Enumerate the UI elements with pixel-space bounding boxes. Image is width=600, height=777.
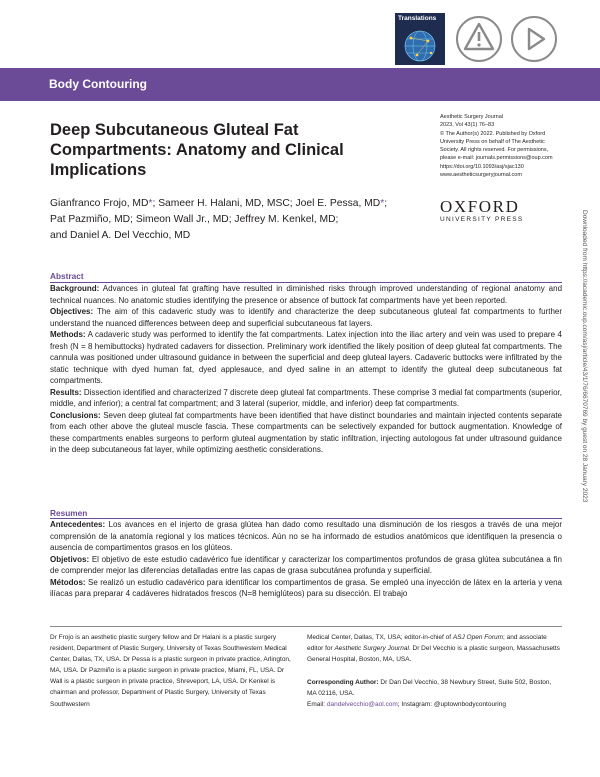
author-name: Gianfranco Frojo, MD	[50, 198, 149, 209]
publisher-logo	[440, 198, 560, 223]
author-name: and Daniel A. Del Vecchio, MD	[50, 230, 191, 241]
video-badge[interactable]	[510, 13, 558, 65]
abstract-objectives: Objectives: The aim of this cadaveric study was to identify and characterize the deep subcutaneous gluteal fat compartments to further understand the nuanced differences between deep and superficial subcutaneous fat layers.	[50, 307, 563, 328]
abstract-methods: Methods: A cadaveric study was performed to identify the fat compartments. Latex injection into the iliac artery and vein was used to prepare 4 fresh (N = 8 hemibuttocks) hydrated cadavers for dissection. Preliminary work identified the likely position of deep gluteal fat compartments. The cannula was positioned under ultrasound guidance in between the superficial and deep gluteal layers. Cadaveric buttocks were infiltrated by the static technique with dyed human fat, dyed applesauce, and dyed saline in an attempt to identify the gluteal deep subcutaneous fat compartments.	[50, 330, 562, 385]
abstract-conclusions: Conclusions: Seven deep gluteal fat compartments have been identified that have distinct boundaries and maintain injected contents separate from each other above the gluteal muscle fascia. These compartments can be selectively expanded for buttock augmentation. Knowledge of these compartments enables surgeons to perform gluteal augmentation by static infiltration, injecting autologous fat under ultrasound guidance in the deep subcutaneous fat layer, while optimizing aesthetic considerations.	[50, 410, 562, 454]
orcid-mark[interactable]: *	[148, 198, 153, 209]
article-title: Deep Subcutaneous Gluteal Fat Compartments: Anatomy and Clinical Implications	[50, 121, 344, 179]
author-list: Gianfranco Frojo, MD*; Sameer H. Halani, MD, MSC; Joel E. Pessa, MD*; Pat Pazmiño, MD; Simeon Wall Jr., MD; Jeffrey M. Kenkel, MD; and Daniel A. Del Vecchio, MD	[50, 196, 430, 244]
author-name: Pat Pazmiño, MD; Simeon Wall Jr., MD; Jeffrey M. Kenkel, MD;	[50, 214, 339, 225]
download-note: Downloaded from https://academic.oup.com/asj/article/43/1/76/6670769 by guest on 28 January 2023	[581, 210, 588, 503]
journal-volume: 2023, Vol 43(1) 76–83	[440, 122, 495, 129]
author-name: Sameer H. Halani, MD, MSC; Joel E. Pessa, MD	[158, 198, 381, 209]
translations-label: Translations	[398, 15, 437, 22]
publisher-sub: UNIVERSITY PRESS	[440, 216, 524, 223]
corresponding-author: Corresponding Author: Dr Dan Del Vecchio, 38 Newbury Street, Suite 502, Boston, MA 02116, USA. Email: dandelvecchio@aol.com; Instagram: @uptownbodycontouring	[307, 679, 552, 709]
resumen-heading: Resumen	[50, 508, 88, 518]
section-band	[0, 68, 600, 101]
email-link[interactable]: dandelvecchio@aol.com	[326, 701, 398, 709]
resumen-objetivos: Objetivos: El objetivo de este estudio cadavérico fue identificar y caracterizar los compartimentos profundos de grasa glútea subcutánea a fin de comprender mejor las diferencias detalladas entre las capas de grasa subcutánea profunda y superficial.	[50, 554, 562, 575]
resumen-metodos: Métodos: Se realizó un estudio cadavérico para identificar los compartimentos de grasa. Se empleó una inyección de látex en la arteria y vena ilíacas para preparar 4 cadáveres hidratados frescos (N=8 hemiglúteos) para su disección. El trabajo	[50, 577, 562, 598]
resumen-body	[50, 519, 562, 607]
orcid-mark[interactable]: *	[380, 198, 385, 209]
journal-name: Aesthetic Surgery Journal	[440, 114, 503, 120]
warning-badge[interactable]	[455, 13, 503, 65]
abstract-results: Results: Dissection identified and characterized 7 discrete deep gluteal fat compartments. These comprise 3 medial fat compartments (superior, middle, and inferior); a central fat compartment; and 3 lateral (superior, middle, and inferior) deep fat compartments.	[50, 387, 562, 408]
author-affiliations: Dr Frojo is an aesthetic plastic surgery fellow and Dr Halani is a plastic surgery resident, Department of Plastic Surgery, University of Texas Southwestern Medical Center, Dallas, TX, USA. Dr Pessa is a plastic surgeon in private practice, Arlington, MA, USA. Dr Pazmiño is a plastic surgeon in private practice, Miami, FL, USA. Dr Wall is a plastic surgeon in private practice, Shreveport, LA, USA. Dr Kenkel is chairman and professor, Department of Plastic Surgery, University of Texas Southwestern	[50, 634, 291, 708]
resumen-antecedentes: Antecedentes: Los avances en el injerto de grasa glútea han dado como resultado una disminución de los riesgos a través de una mejor comprensión de la anatomía regional y los matices técnicos. Aún no se ha informado de estudios anatómicos que identifiquen la presencia o ausencia de compartimentos grasos en los glúteos.	[50, 520, 562, 552]
journal-info	[440, 113, 560, 179]
abstract-background: Background: Advances in gluteal fat grafting have resulted in diminished risks through improved understanding of regional anatomy and technical nuances. No anatomic studies identifying the presence or absence of buttock fat compartments have yet been reported.	[50, 284, 563, 305]
abstract-heading: Abstract	[50, 271, 84, 281]
publisher-name: OXFORD	[440, 197, 520, 216]
author-affiliations-cont: Medical Center, Dallas, TX, USA; editor-in-chief of ASJ Open Forum; and associate editor for Aesthetic Surgery Journal. Dr Del Vecchio is a plastic surgeon, Massachusetts General Hospital, Boston, MA, USA. Corresponding Author: Dr Dan Del Vecchio, 38 Newbury Street, Suite 502, Boston, MA 02116, USA. Email: dandelvecchio@aol.com; Instagram: @uptownbodycontouring	[307, 632, 562, 711]
copyright-notice: © The Author(s) 2022. Published by Oxford University Press on behalf of The Aesthetic Society. All rights reserved. For permissions, please e-mail: journals.permissions@oup.com	[440, 130, 553, 162]
abstract-body	[50, 283, 562, 456]
footer-rule	[50, 626, 562, 627]
journal-ref: Aesthetic Surgery Journal	[334, 645, 409, 653]
translations-badge[interactable]	[395, 13, 445, 65]
journal-ref: ASJ Open Forum	[452, 634, 504, 641]
journal-site-link[interactable]: www.aestheticsurgeryjournal.com	[440, 172, 522, 179]
warning-triangle-icon	[455, 13, 503, 65]
play-circle-icon	[510, 13, 558, 65]
doi-link[interactable]: https://doi.org/10.1093/asj/sjac130	[440, 163, 524, 170]
section-label: Body Contouring	[49, 77, 147, 91]
